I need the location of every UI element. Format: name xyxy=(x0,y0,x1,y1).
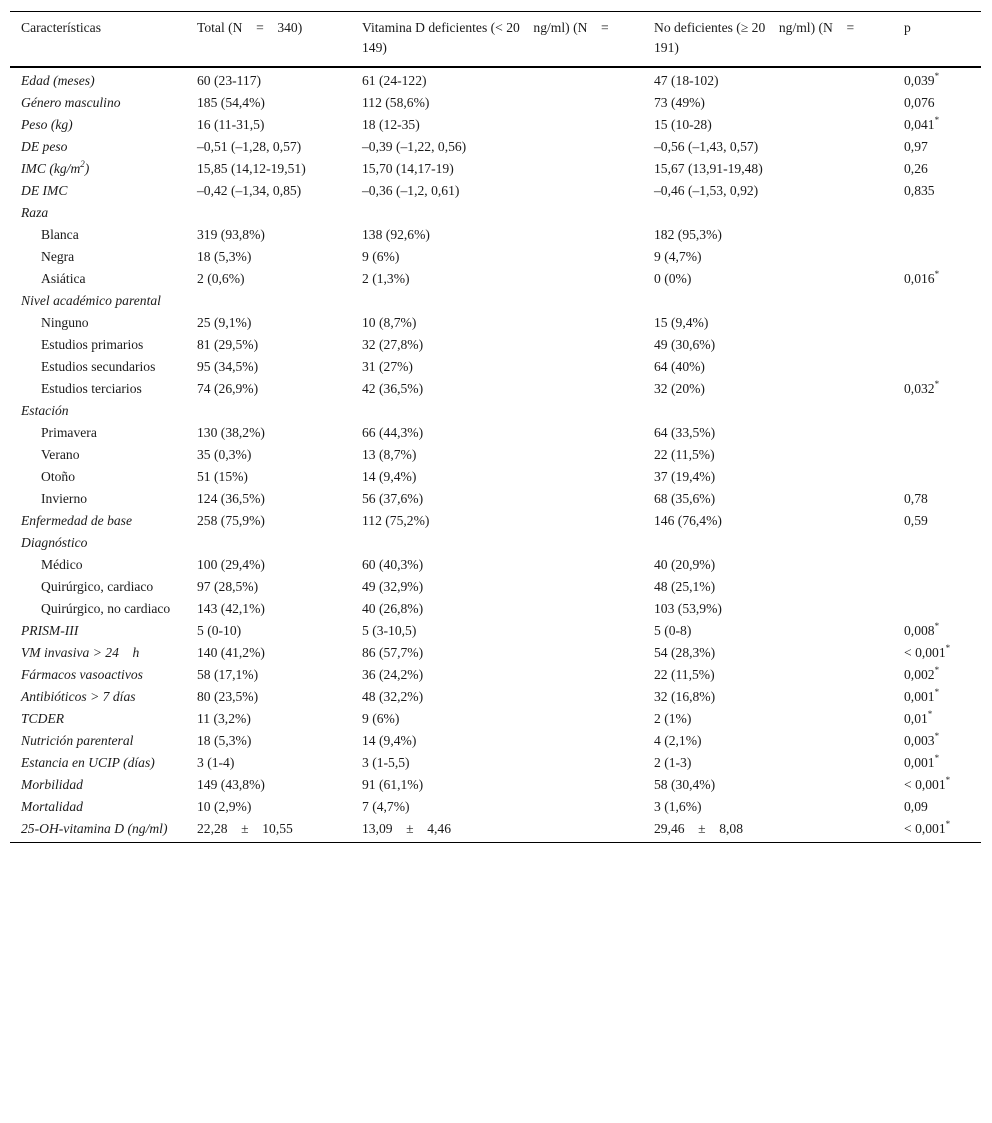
cell-non-deficient: 32 (20%) xyxy=(654,381,705,396)
row-label-text: Antibióticos > 7 días xyxy=(21,689,136,704)
row-label-text: Enfermedad de base xyxy=(21,513,132,528)
row-label-text: Estación xyxy=(21,403,69,418)
p-value-text: 0,59 xyxy=(904,513,928,528)
cell-total: 22,28 ± 10,55 xyxy=(187,818,352,843)
cell-total: 74 (26,9%) xyxy=(197,381,259,396)
cell-non-deficient: 182 (95,3%) xyxy=(654,227,722,242)
table-body xyxy=(10,67,981,843)
cell-deficient: 40 (26,8%) xyxy=(362,601,424,616)
cell-p-value xyxy=(894,554,981,576)
row-label xyxy=(10,334,187,356)
table-row xyxy=(10,312,981,334)
row-label xyxy=(10,114,187,136)
cell-deficient xyxy=(352,532,644,554)
cell-p-value xyxy=(894,246,981,268)
cell-non-deficient: 5 (0-8) xyxy=(654,623,692,638)
row-label-text: Edad (meses) xyxy=(21,73,95,88)
cell-total: 10 (2,9%) xyxy=(197,799,252,814)
cell-total: 185 (54,4%) xyxy=(197,95,265,110)
p-value-text: 0,78 xyxy=(904,491,928,506)
row-label-text: Negra xyxy=(41,249,75,264)
table-row xyxy=(10,400,981,422)
cell-deficient xyxy=(352,290,644,312)
p-value-text: 0,016 xyxy=(904,271,935,286)
row-label xyxy=(10,356,187,378)
cell-total: 18 (5,3%) xyxy=(197,733,252,748)
row-label xyxy=(10,202,187,224)
cell-non-deficient: 48 (25,1%) xyxy=(654,579,716,594)
cell-non-deficient: 3 (1,6%) xyxy=(654,799,702,814)
row-label-text: Nivel académico parental xyxy=(21,293,161,308)
cell-p-value xyxy=(894,312,981,334)
row-label xyxy=(10,290,187,312)
row-label-text: Quirúrgico, no cardiaco xyxy=(41,601,171,616)
header-total: Total (N = 340) xyxy=(187,12,352,68)
cell-non-deficient: 103 (53,9%) xyxy=(654,601,722,616)
row-label xyxy=(10,708,187,730)
cell-non-deficient: 58 (30,4%) xyxy=(654,777,716,792)
row-label xyxy=(10,488,187,510)
cell-total: 5 (0-10) xyxy=(197,623,242,638)
cell-total: 95 (34,5%) xyxy=(197,359,259,374)
cell-p-value xyxy=(894,180,981,202)
cell-p-value xyxy=(894,576,981,598)
header-non-deficient: No deficientes (≥ 20 ng/ml) (N = 191) xyxy=(644,12,894,68)
cell-p-value xyxy=(894,268,981,290)
table-row xyxy=(10,554,981,576)
cell-deficient: 112 (75,2%) xyxy=(362,513,430,528)
significance-asterisk: * xyxy=(934,269,940,279)
row-label-text: Género masculino xyxy=(21,95,121,110)
row-label-text: Diagnóstico xyxy=(21,535,88,550)
significance-asterisk: * xyxy=(934,71,940,81)
table-row xyxy=(10,92,981,114)
cell-non-deficient: 73 (49%) xyxy=(654,95,705,110)
row-label-text: PRISM-III xyxy=(21,623,79,638)
cell-total: 25 (9,1%) xyxy=(197,315,252,330)
row-label xyxy=(10,730,187,752)
row-label-text: Quirúrgico, cardiaco xyxy=(41,579,154,594)
row-label-text: Estudios secundarios xyxy=(41,359,156,374)
cell-total xyxy=(187,532,352,554)
cell-deficient: 14 (9,4%) xyxy=(362,733,417,748)
cell-total: 130 (38,2%) xyxy=(197,425,265,440)
cell-total: 51 (15%) xyxy=(197,469,248,484)
cell-p-value xyxy=(894,202,981,224)
cell-non-deficient: 37 (19,4%) xyxy=(654,469,716,484)
row-label xyxy=(10,92,187,114)
cell-deficient: 32 (27,8%) xyxy=(362,337,424,352)
row-label xyxy=(10,422,187,444)
cell-total: –0,51 (–1,28, 0,57) xyxy=(197,139,302,154)
cell-non-deficient xyxy=(644,290,894,312)
row-label xyxy=(10,67,187,92)
table-row xyxy=(10,158,981,180)
significance-asterisk: * xyxy=(934,115,940,125)
row-label-text: 25-OH-vitamina D (ng/ml) xyxy=(21,821,168,836)
cell-deficient: 91 (61,1%) xyxy=(362,777,424,792)
cell-total: 2 (0,6%) xyxy=(197,271,245,286)
p-value-text: < 0,001 xyxy=(904,821,946,836)
row-label xyxy=(10,818,187,843)
p-value-text: 0,039 xyxy=(904,73,935,88)
table-row xyxy=(10,488,981,510)
row-label-text: Mortalidad xyxy=(21,799,83,814)
p-value-text: 0,001 xyxy=(904,689,935,704)
cell-deficient: 10 (8,7%) xyxy=(362,315,417,330)
cell-deficient: 13,09 ± 4,46 xyxy=(352,818,644,843)
cell-deficient xyxy=(352,202,644,224)
table-row xyxy=(10,796,981,818)
significance-asterisk: * xyxy=(934,687,940,697)
cell-non-deficient: 2 (1%) xyxy=(654,711,692,726)
cell-total: 11 (3,2%) xyxy=(197,711,251,726)
row-label xyxy=(10,620,187,642)
table-row xyxy=(10,114,981,136)
row-label xyxy=(10,554,187,576)
cell-non-deficient: 32 (16,8%) xyxy=(654,689,716,704)
cell-p-value xyxy=(894,774,981,796)
cell-non-deficient: 64 (33,5%) xyxy=(654,425,716,440)
row-label xyxy=(10,136,187,158)
table-row xyxy=(10,422,981,444)
cell-total: –0,42 (–1,34, 0,85) xyxy=(197,183,302,198)
cell-total: 16 (11-31,5) xyxy=(197,117,265,132)
cell-deficient: 13 (8,7%) xyxy=(362,447,417,462)
table-row xyxy=(10,576,981,598)
cell-p-value xyxy=(894,818,981,843)
row-label-text: Médico xyxy=(41,557,83,572)
cell-non-deficient: 2 (1-3) xyxy=(654,755,692,770)
cell-deficient: 3 (1-5,5) xyxy=(362,755,410,770)
cell-deficient: 66 (44,3%) xyxy=(362,425,424,440)
cell-total: 58 (17,1%) xyxy=(197,667,259,682)
cell-p-value xyxy=(894,400,981,422)
cell-p-value xyxy=(894,356,981,378)
row-label-text: IMC (kg/m xyxy=(21,161,81,176)
cell-non-deficient: 29,46 ± 8,08 xyxy=(644,818,894,843)
p-value-text: 0,008 xyxy=(904,623,935,638)
cell-p-value xyxy=(894,334,981,356)
row-label xyxy=(10,752,187,774)
cell-p-value xyxy=(894,422,981,444)
cell-total: 80 (23,5%) xyxy=(197,689,259,704)
row-label-text: DE peso xyxy=(21,139,68,154)
cell-deficient: 49 (32,9%) xyxy=(362,579,424,594)
row-label-text: Morbilidad xyxy=(21,777,83,792)
cell-deficient xyxy=(352,400,644,422)
cell-p-value xyxy=(894,92,981,114)
cell-deficient: 18 (12-35) xyxy=(362,117,420,132)
p-value-text: 0,003 xyxy=(904,733,935,748)
cell-deficient: 9 (6%) xyxy=(362,711,400,726)
p-value-text: 0,835 xyxy=(904,183,935,198)
cell-p-value xyxy=(894,708,981,730)
table-row xyxy=(10,708,981,730)
table-row xyxy=(10,180,981,202)
cell-total: 15,85 (14,12-19,51) xyxy=(197,161,306,176)
cell-deficient: 138 (92,6%) xyxy=(362,227,430,242)
cell-non-deficient: 15 (9,4%) xyxy=(654,315,709,330)
cell-p-value xyxy=(894,114,981,136)
cell-total: 60 (23-117) xyxy=(197,73,262,88)
cell-deficient: 5 (3-10,5) xyxy=(362,623,417,638)
cell-p-value xyxy=(894,158,981,180)
cell-non-deficient: 22 (11,5%) xyxy=(654,667,715,682)
cell-deficient: 42 (36,5%) xyxy=(362,381,424,396)
cell-total: 97 (28,5%) xyxy=(197,579,259,594)
p-value-text: 0,041 xyxy=(904,117,935,132)
cell-p-value xyxy=(894,532,981,554)
table-row xyxy=(10,202,981,224)
cell-non-deficient: 15 (10-28) xyxy=(654,117,712,132)
header-p-value: p xyxy=(894,12,981,68)
cell-non-deficient: 9 (4,7%) xyxy=(654,249,702,264)
row-label-text: Estudios terciarios xyxy=(41,381,142,396)
table-row xyxy=(10,268,981,290)
cell-total: 258 (75,9%) xyxy=(197,513,265,528)
cell-p-value xyxy=(894,664,981,686)
significance-asterisk: * xyxy=(927,709,933,719)
significance-asterisk: * xyxy=(934,665,940,675)
p-value-text: 0,002 xyxy=(904,667,935,682)
row-label-text: VM invasiva > 24 h xyxy=(21,645,140,660)
significance-asterisk: * xyxy=(934,379,940,389)
cell-deficient: 60 (40,3%) xyxy=(362,557,424,572)
p-value-text: 0,032 xyxy=(904,381,935,396)
significance-asterisk: * xyxy=(945,643,951,653)
row-label-text: Asiática xyxy=(41,271,86,286)
row-label-text: Primavera xyxy=(41,425,97,440)
header-deficient: Vitamina D deficientes (< 20 ng/ml) (N = 149) xyxy=(352,12,644,68)
table-row xyxy=(10,642,981,664)
table-row xyxy=(10,290,981,312)
row-label-text: Peso (kg) xyxy=(21,117,73,132)
cell-total xyxy=(187,290,352,312)
cell-non-deficient: 22 (11,5%) xyxy=(654,447,715,462)
table-row xyxy=(10,752,981,774)
row-label-text: Blanca xyxy=(41,227,79,242)
cell-p-value xyxy=(894,67,981,92)
cell-deficient: –0,39 (–1,22, 0,56) xyxy=(362,139,467,154)
row-label xyxy=(10,532,187,554)
cell-deficient: 48 (32,2%) xyxy=(362,689,424,704)
cell-total: 3 (1-4) xyxy=(197,755,235,770)
table-row xyxy=(10,246,981,268)
cell-non-deficient xyxy=(644,202,894,224)
header-row xyxy=(10,12,981,68)
row-label xyxy=(10,598,187,620)
cell-non-deficient: 15,67 (13,91-19,48) xyxy=(654,161,763,176)
cell-non-deficient: 68 (35,6%) xyxy=(654,491,716,506)
table-row xyxy=(10,686,981,708)
row-label xyxy=(10,642,187,664)
cell-non-deficient: 49 (30,6%) xyxy=(654,337,716,352)
row-label-superscript: 2 xyxy=(80,159,85,169)
cell-total xyxy=(187,400,352,422)
row-label xyxy=(10,466,187,488)
table-row xyxy=(10,444,981,466)
cell-total: 100 (29,4%) xyxy=(197,557,265,572)
table-row xyxy=(10,730,981,752)
cell-p-value xyxy=(894,730,981,752)
table-row xyxy=(10,378,981,400)
cell-non-deficient: –0,56 (–1,43, 0,57) xyxy=(654,139,759,154)
cell-non-deficient: 4 (2,1%) xyxy=(654,733,702,748)
significance-asterisk: * xyxy=(945,775,951,785)
row-label-text: Raza xyxy=(21,205,49,220)
significance-asterisk: * xyxy=(934,621,940,631)
p-value-text: 0,97 xyxy=(904,139,928,154)
cell-p-value xyxy=(894,488,981,510)
row-label xyxy=(10,686,187,708)
table-row xyxy=(10,67,981,92)
row-label xyxy=(10,312,187,334)
cell-p-value xyxy=(894,290,981,312)
cell-p-value xyxy=(894,510,981,532)
row-label-text: Otoño xyxy=(41,469,75,484)
p-value-text: < 0,001 xyxy=(904,777,946,792)
cell-non-deficient xyxy=(644,400,894,422)
cell-p-value xyxy=(894,444,981,466)
p-value-text: 0,01 xyxy=(904,711,928,726)
row-label-text: DE IMC xyxy=(21,183,68,198)
cell-p-value xyxy=(894,224,981,246)
cell-non-deficient: 146 (76,4%) xyxy=(654,513,722,528)
row-label-text: Estudios primarios xyxy=(41,337,144,352)
row-label-text: Invierno xyxy=(41,491,88,506)
cell-p-value xyxy=(894,796,981,818)
row-label xyxy=(10,576,187,598)
significance-asterisk: * xyxy=(934,731,940,741)
cell-p-value xyxy=(894,466,981,488)
cell-non-deficient: 64 (40%) xyxy=(654,359,705,374)
cell-p-value xyxy=(894,136,981,158)
row-label xyxy=(10,400,187,422)
table-row xyxy=(10,664,981,686)
row-label-text: Ninguno xyxy=(41,315,89,330)
cell-non-deficient: 40 (20,9%) xyxy=(654,557,716,572)
row-label xyxy=(10,510,187,532)
table-row xyxy=(10,818,981,843)
row-label xyxy=(10,158,187,180)
cell-total: 149 (43,8%) xyxy=(197,777,265,792)
cell-total: 143 (42,1%) xyxy=(197,601,265,616)
p-value-text: < 0,001 xyxy=(904,645,946,660)
header-characteristics: Características xyxy=(10,12,187,68)
significance-asterisk: * xyxy=(945,819,951,829)
row-label xyxy=(10,664,187,686)
row-label-text: Nutrición parenteral xyxy=(21,733,134,748)
cell-deficient: 15,70 (14,17-19) xyxy=(362,161,454,176)
cell-non-deficient: 54 (28,3%) xyxy=(654,645,716,660)
cell-deficient: 7 (4,7%) xyxy=(362,799,410,814)
row-label xyxy=(10,224,187,246)
cell-p-value xyxy=(894,598,981,620)
row-label-text: Estancia en UCIP (días) xyxy=(21,755,155,770)
cell-non-deficient: 0 (0%) xyxy=(654,271,692,286)
cell-p-value xyxy=(894,378,981,400)
row-label-text: TCDER xyxy=(21,711,65,726)
cell-total xyxy=(187,202,352,224)
cell-deficient: –0,36 (–1,2, 0,61) xyxy=(362,183,460,198)
row-label-suffix: ) xyxy=(84,161,90,176)
cell-deficient: 56 (37,6%) xyxy=(362,491,424,506)
cell-deficient: 112 (58,6%) xyxy=(362,95,430,110)
cell-p-value xyxy=(894,620,981,642)
cell-total: 81 (29,5%) xyxy=(197,337,259,352)
cell-total: 319 (93,8%) xyxy=(197,227,265,242)
p-value-text: 0,09 xyxy=(904,799,928,814)
row-label-text: Verano xyxy=(41,447,80,462)
row-label xyxy=(10,796,187,818)
row-label xyxy=(10,774,187,796)
table-row xyxy=(10,356,981,378)
row-label xyxy=(10,180,187,202)
cell-p-value xyxy=(894,752,981,774)
cell-non-deficient xyxy=(644,532,894,554)
table-row xyxy=(10,774,981,796)
p-value-text: 0,26 xyxy=(904,161,928,176)
table-header xyxy=(10,12,981,68)
cell-deficient: 14 (9,4%) xyxy=(362,469,417,484)
p-value-text: 0,001 xyxy=(904,755,935,770)
row-label-text: Fármacos vasoactivos xyxy=(21,667,143,682)
table-row xyxy=(10,224,981,246)
characteristics-table xyxy=(10,11,981,843)
cell-non-deficient: –0,46 (–1,53, 0,92) xyxy=(654,183,759,198)
row-label xyxy=(10,444,187,466)
cell-p-value xyxy=(894,642,981,664)
cell-total: 35 (0,3%) xyxy=(197,447,252,462)
table-row xyxy=(10,334,981,356)
cell-total: 124 (36,5%) xyxy=(197,491,265,506)
cell-deficient: 86 (57,7%) xyxy=(362,645,424,660)
characteristics-table-container xyxy=(10,11,981,843)
table-row xyxy=(10,598,981,620)
cell-non-deficient: 47 (18-102) xyxy=(654,73,719,88)
cell-p-value xyxy=(894,686,981,708)
row-label xyxy=(10,268,187,290)
row-label xyxy=(10,246,187,268)
significance-asterisk: * xyxy=(934,753,940,763)
table-row xyxy=(10,136,981,158)
cell-total: 140 (41,2%) xyxy=(197,645,265,660)
cell-deficient: 61 (24-122) xyxy=(362,73,427,88)
cell-deficient: 9 (6%) xyxy=(362,249,400,264)
cell-deficient: 2 (1,3%) xyxy=(362,271,410,286)
p-value-text: 0,076 xyxy=(904,95,935,110)
table-row xyxy=(10,532,981,554)
table-row xyxy=(10,620,981,642)
table-row xyxy=(10,510,981,532)
cell-deficient: 36 (24,2%) xyxy=(362,667,424,682)
table-row xyxy=(10,466,981,488)
cell-total: 18 (5,3%) xyxy=(197,249,252,264)
row-label xyxy=(10,378,187,400)
cell-deficient: 31 (27%) xyxy=(362,359,413,374)
